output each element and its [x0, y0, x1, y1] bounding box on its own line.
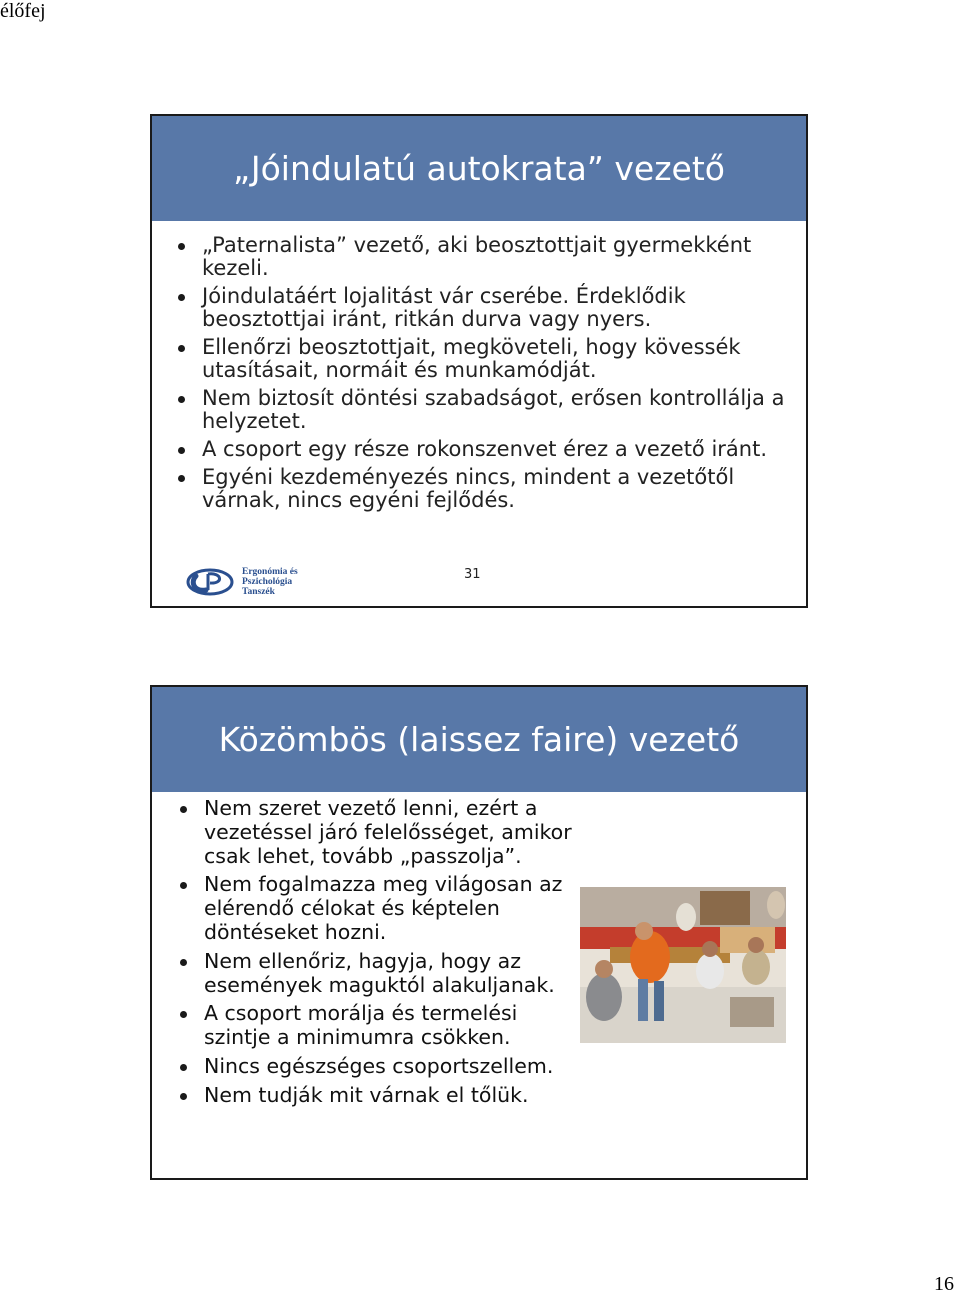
page-number: 16 [934, 1273, 954, 1295]
classroom-photo [580, 887, 786, 1043]
slide-2-title: Közömbös (laissez faire) vezető [218, 720, 740, 759]
bullet-item: Jóindulatáért lojalitást vár cserébe. Érdeklődik beosztottjai iránt, ritkán durva vagy nyers. [202, 285, 787, 331]
bullet-item: Nem tudják mit várnak el tőlük. [204, 1084, 584, 1108]
slide-1 [150, 114, 808, 608]
bullet-item: Nem fogalmazza meg világosan az elérendő célokat és képtelen döntéseket hozni. [204, 873, 584, 944]
department-logo [186, 566, 304, 598]
bullet-item: Ellenőrzi beosztottjait, megköveteli, hogy kövessék utasításait, normáit és munkamódját. [202, 336, 787, 382]
slide-1-bullet-list [202, 234, 787, 517]
slide-2-title-bar [152, 687, 806, 792]
bullet-item: Nem biztosít döntési szabadságot, erősen kontrollálja a helyzetet. [202, 387, 787, 433]
slide-2 [150, 685, 808, 1180]
slide-2-bullet-list [204, 797, 584, 1113]
department-logo-icon [186, 566, 238, 598]
department-logo-text: Ergonómia és Pszichológia Tanszék [242, 567, 298, 597]
slide-1-title-bar [152, 116, 806, 221]
page-header: élőfej [0, 0, 46, 22]
bullet-item: Egyéni kezdeményezés nincs, mindent a vezetőtől várnak, nincs egyéni fejlődés. [202, 466, 787, 512]
bullet-item: A csoport egy része rokonszenvet érez a vezető iránt. [202, 438, 787, 461]
bullet-item: Nem ellenőriz, hagyja, hogy az események maguktól alakuljanak. [204, 950, 584, 998]
bullet-item: A csoport morálja és termelési szintje a minimumra csökken. [204, 1002, 584, 1050]
bullet-item: Nem szeret vezető lenni, ezért a vezetéssel járó felelősséget, amikor csak lehet, tovább „passzolja”. [204, 797, 584, 868]
bullet-item: Nincs egészséges csoportszellem. [204, 1055, 584, 1079]
slide-1-number: 31 [464, 567, 481, 582]
bullet-item: „Paternalista” vezető, aki beosztottjait gyermekként kezeli. [202, 234, 787, 280]
slide-1-title: „Jóindulatú autokrata” vezető [233, 149, 725, 188]
